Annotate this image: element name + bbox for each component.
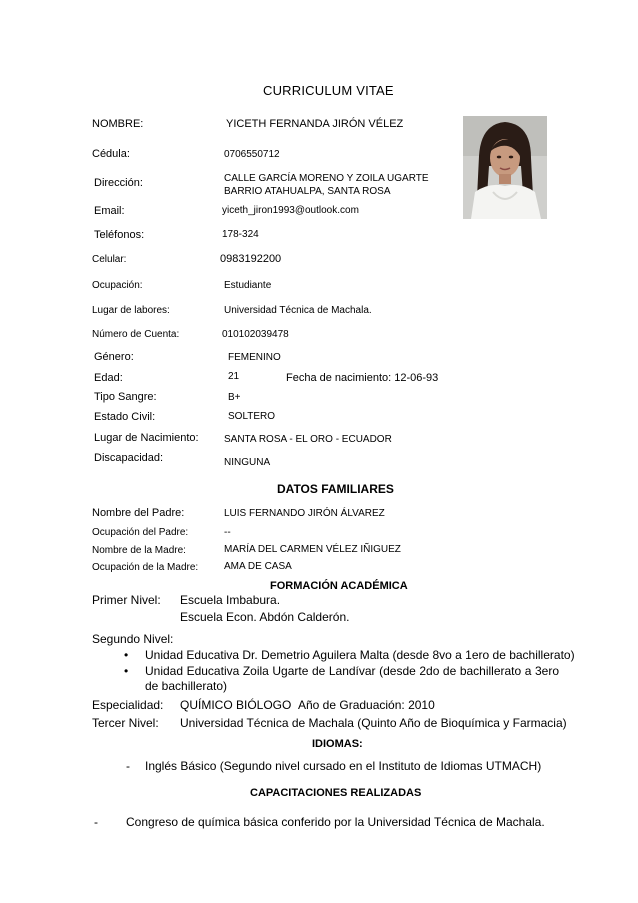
capacitaciones-heading: CAPACITACIONES REALIZADAS (250, 787, 422, 799)
padre-value: LUIS FERNANDO JIRÓN ÁLVAREZ (224, 508, 385, 519)
genero-value: FEMENINO (228, 352, 281, 363)
segundo-nivel-item: Unidad Educativa Zoila Ugarte de Landívar (desde 2do de bachillerato a 3ero de bachillerato) (145, 664, 559, 693)
graduacion-value: Año de Graduación: 2010 (298, 698, 435, 712)
profile-photo (463, 116, 547, 219)
madre-value: MARÍA DEL CARMEN VÉLEZ IÑIGUEZ (224, 544, 401, 555)
estado-civil-value: SOLTERO (228, 411, 276, 422)
cuenta-label: Número de Cuenta: (92, 329, 180, 340)
lugar-labores-label: Lugar de labores: (92, 305, 170, 316)
idioma-item: Inglés Básico (Segundo nivel cursado en el Instituto de Idiomas UTMACH) (145, 759, 542, 773)
especialidad-label: Especialidad: (92, 698, 164, 712)
segundo-nivel-label: Segundo Nivel: (92, 632, 174, 646)
datos-familiares-heading: DATOS FAMILIARES (277, 482, 394, 496)
bullet-icon: • (124, 648, 129, 662)
telefonos-label: Teléfonos: (94, 229, 145, 241)
telefonos-value: 178-324 (222, 229, 259, 240)
lugar-nacimiento-value: SANTA ROSA - EL ORO - ECUADOR (224, 434, 392, 445)
madre-label: Nombre de la Madre: (92, 545, 186, 556)
celular-value: 0983192200 (220, 253, 282, 265)
primer-nivel-school-2: Escuela Econ. Abdón Calderón. (180, 610, 350, 624)
tercer-nivel-label: Tercer Nivel: (92, 716, 159, 730)
edad-label: Edad: (94, 372, 123, 384)
lugar-labores-value: Universidad Técnica de Machala. (224, 305, 372, 316)
ocupacion-value: Estudiante (224, 280, 272, 291)
direccion-line-2: BARRIO ATAHUALPA, SANTA ROSA (224, 186, 391, 197)
dash-icon: - (94, 815, 98, 829)
idiomas-heading: IDIOMAS: (312, 738, 363, 750)
dash-icon: - (126, 759, 130, 773)
genero-label: Género: (94, 351, 134, 363)
nombre-label: NOMBRE: (92, 118, 144, 130)
portrait-image (463, 116, 547, 219)
discapacidad-value: NINGUNA (224, 457, 271, 468)
fecha-nacimiento: Fecha de nacimiento: 12-06-93 (286, 372, 439, 384)
estado-civil-label: Estado Civil: (94, 411, 156, 423)
especialidad-value: QUÍMICO BIÓLOGO (180, 698, 292, 712)
padre-label: Nombre del Padre: (92, 507, 185, 519)
email-label: Email: (94, 205, 125, 217)
edad-value: 21 (228, 371, 240, 382)
tipo-sangre-label: Tipo Sangre: (94, 391, 157, 403)
direccion-label: Dirección: (94, 177, 143, 189)
formacion-heading: FORMACIÓN ACADÉMICA (270, 580, 408, 592)
ocupacion-padre-label: Ocupación del Padre: (92, 527, 189, 538)
ocupacion-padre-value: -- (224, 527, 231, 538)
discapacidad-label: Discapacidad: (94, 452, 164, 464)
cedula-value: 0706550712 (224, 149, 280, 160)
bullet-icon: • (124, 664, 129, 678)
primer-nivel-label: Primer Nivel: (92, 593, 161, 607)
cuenta-value: 010102039478 (222, 329, 289, 340)
tercer-nivel-value: Universidad Técnica de Machala (Quinto Año de Bioquímica y Farmacia) (180, 716, 567, 730)
ocupacion-madre-value: AMA DE CASA (224, 561, 292, 572)
primer-nivel-school-1: Escuela Imbabura. (180, 593, 281, 607)
email-value: yiceth_jiron1993@outlook.com (222, 205, 359, 216)
lugar-nacimiento-label: Lugar de Nacimiento: (94, 432, 199, 444)
ocupacion-label: Ocupación: (92, 280, 143, 291)
nombre-value: YICETH FERNANDA JIRÓN VÉLEZ (226, 118, 404, 130)
celular-label: Celular: (92, 254, 127, 265)
cedula-label: Cédula: (92, 148, 130, 160)
direccion-line-1: CALLE GARCÍA MORENO Y ZOILA UGARTE (224, 173, 429, 184)
capacitacion-item: Congreso de química básica conferido por la Universidad Técnica de Machala. (126, 815, 545, 829)
page-title: CURRICULUM VITAE (263, 83, 394, 98)
tipo-sangre-value: B+ (228, 392, 241, 403)
segundo-nivel-item: Unidad Educativa Dr. Demetrio Aguilera Malta (desde 8vo a 1ero de bachillerato) (145, 648, 575, 662)
ocupacion-madre-label: Ocupación de la Madre: (92, 562, 199, 573)
